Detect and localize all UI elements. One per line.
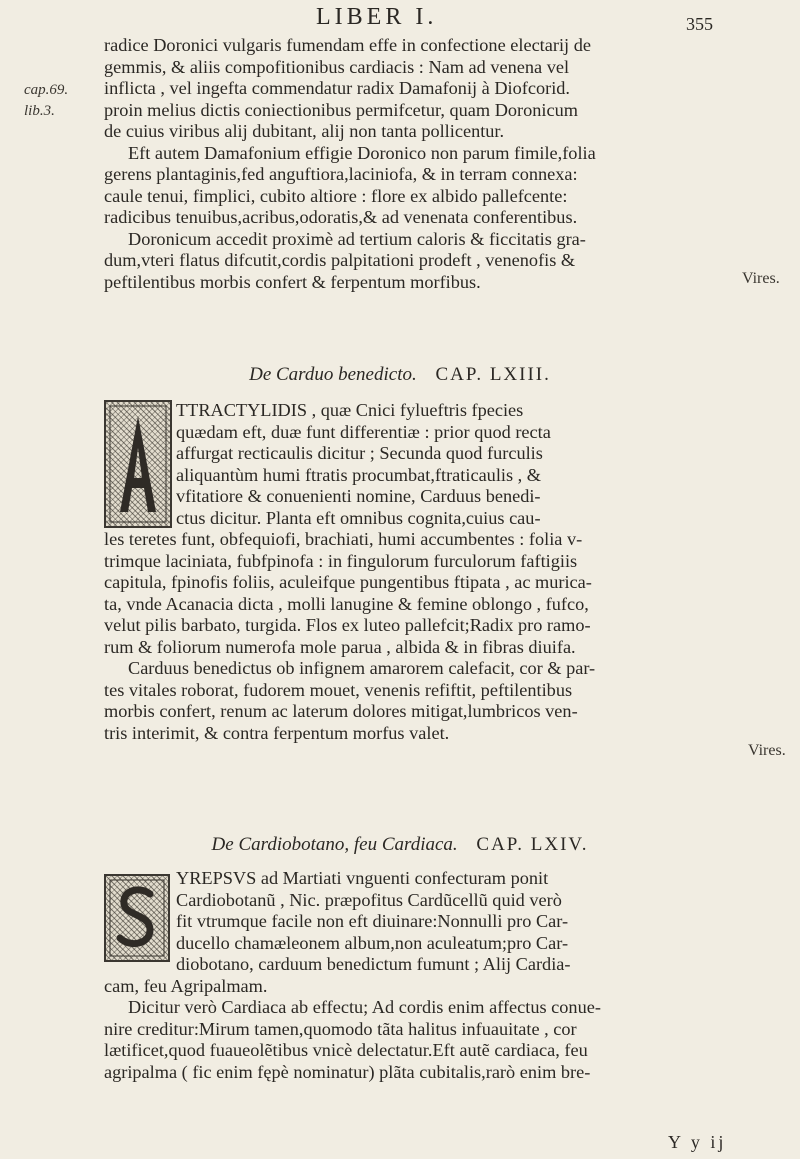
text-line: Dicitur verò Cardiaca ab effectu; Ad cordis enim affectus conue- bbox=[128, 997, 601, 1017]
ornamental-initial-a-icon bbox=[104, 400, 172, 528]
text-block-intro bbox=[104, 35, 690, 293]
text-line: morbis confert, renum ac laterum dolores mitigat,lumbricos ven- bbox=[104, 701, 578, 721]
running-head-title: LIBER I. bbox=[316, 4, 438, 30]
text-line: ctus dicitur. Planta eft omnibus cognita,cuius cau- bbox=[176, 507, 541, 528]
text-line: Cardiobotanũ , Nic. præpofitus Cardũcellũ quid verò bbox=[176, 889, 562, 910]
text-line: affurgat recticaulis dicitur ; Secunda quod furculis bbox=[176, 443, 543, 463]
text-line: fit vtrumque facile non eft diuinare:Nonnulli pro Car- bbox=[176, 911, 569, 931]
chapter-heading-64 bbox=[0, 832, 800, 858]
running-head bbox=[0, 4, 800, 34]
text-line: inflicta , vel ingefta commendatur radix Damafonij à Diofcorid. bbox=[104, 78, 571, 98]
signature-mark: Y y ij bbox=[668, 1132, 727, 1152]
text-line: aliquantùm humi ftratis procumbat,ftraticaulis , & bbox=[176, 464, 542, 485]
text-line: YREPSVS ad Martiati vnguenti confecturam ponit bbox=[176, 868, 549, 888]
text-line: de cuius viribus alij dubitant, alij non tanta pollicentur. bbox=[104, 121, 505, 141]
text-line: TTRACTYLIDIS , quæ Cnici fylueftris fpecies bbox=[176, 400, 524, 420]
text-line: gemmis, & aliis compofitionibus cardiacis : Nam ad venena vel bbox=[104, 56, 570, 77]
text-line: Doronicum accedit proximè ad tertium caloris & ficcitatis gra- bbox=[128, 228, 586, 249]
chapter-number: CAP. LXIII. bbox=[435, 364, 551, 385]
text-line: ducello chamæleonem album,non aculeatum;pro Car- bbox=[176, 932, 569, 953]
chapter-title: De Carduo benedicto. bbox=[249, 364, 417, 385]
text-line: radice Doronici vulgaris fumendam effe in confectione electarij de bbox=[104, 35, 591, 55]
text-line: dum,vteri flatus difcutit,cordis palpitationi prodeft , venenofis & bbox=[104, 250, 576, 270]
chapter-title: De Cardiobotano, feu Cardiaca. bbox=[211, 834, 458, 855]
text-line: rum & foliorum numerofa mole parua , albida & in fibras diuifa. bbox=[104, 636, 576, 657]
text-line: diobotano, carduum benedictum fumunt ; Alij Cardia- bbox=[176, 954, 571, 974]
margin-note-vires-1: Vires. bbox=[742, 270, 780, 287]
text-line: vfitatiore & conuenienti nomine, Carduus benedi- bbox=[176, 486, 541, 506]
text-line: capitula, fpinofis foliis, aculeifque pungentibus ftipata , ac murica- bbox=[104, 572, 592, 592]
text-block-chapter-63 bbox=[104, 400, 690, 744]
chapter-heading-63 bbox=[0, 362, 800, 388]
text-line: les teretes funt, obfequiofi, brachiati, humi accumbentes : folia v- bbox=[104, 529, 583, 549]
margin-note-lib: lib.3. bbox=[24, 103, 55, 119]
text-line: trimque laciniata, fubfpinofa : in fingulorum furculorum faftigiis bbox=[104, 550, 578, 571]
text-line: gerens plantaginis,fed anguftiora,laciniofa, & in terram connexa: bbox=[104, 164, 578, 184]
text-line: agripalma ( fic enim fępè nominatur) plãta cubitalis,rarò enim bre- bbox=[104, 1061, 591, 1082]
text-line: peftilentibus morbis confert & ferpentum morfibus. bbox=[104, 271, 481, 292]
text-line: lætificet,quod fuaueolẽtibus vnicè delectatur.Eft autẽ cardiaca, feu bbox=[104, 1040, 588, 1060]
page-number: 355 bbox=[686, 14, 713, 34]
ornamental-initial-s-icon bbox=[104, 874, 170, 962]
text-line: caule tenui, fimplici, cubito altiore : flore ex albido pallefcente: bbox=[104, 185, 568, 206]
text-line: Eft autem Damafonium effigie Doronico non parum fimile,folia bbox=[128, 142, 596, 163]
text-line: tes vitales roborat, fudorem mouet, venenis refiftit, peftilentibus bbox=[104, 679, 573, 700]
chapter-number: CAP. LXIV. bbox=[476, 834, 589, 855]
text-line: radicibus tenuibus,acribus,odoratis,& ad venenata conferentibus. bbox=[104, 207, 578, 227]
text-line: Carduus benedictus ob infignem amarorem calefacit, cor & par- bbox=[128, 658, 596, 678]
text-line: proin melius dictis coniectionibus permifcetur, quam Doronicum bbox=[104, 99, 578, 120]
text-line: ta, vnde Acanacia dicta , molli lanugine & femine oblongo , fufco, bbox=[104, 593, 589, 614]
margin-note-vires-2: Vires. bbox=[748, 742, 786, 759]
text-line: cam, feu Agripalmam. bbox=[104, 975, 268, 996]
margin-note-cap: cap.69. bbox=[24, 82, 69, 98]
text-line: velut pilis barbato, turgida. Flos ex luteo pallefcit;Radix pro ramo- bbox=[104, 615, 591, 635]
text-line: quædam eft, duæ funt differentiæ : prior quod recta bbox=[176, 421, 551, 442]
text-line: tris interimit, & contra ferpentum morfus valet. bbox=[104, 722, 450, 743]
text-block-chapter-64 bbox=[104, 868, 690, 1083]
text-line: nire creditur:Mirum tamen,quomodo tãta halitus infuauitate , cor bbox=[104, 1018, 577, 1039]
